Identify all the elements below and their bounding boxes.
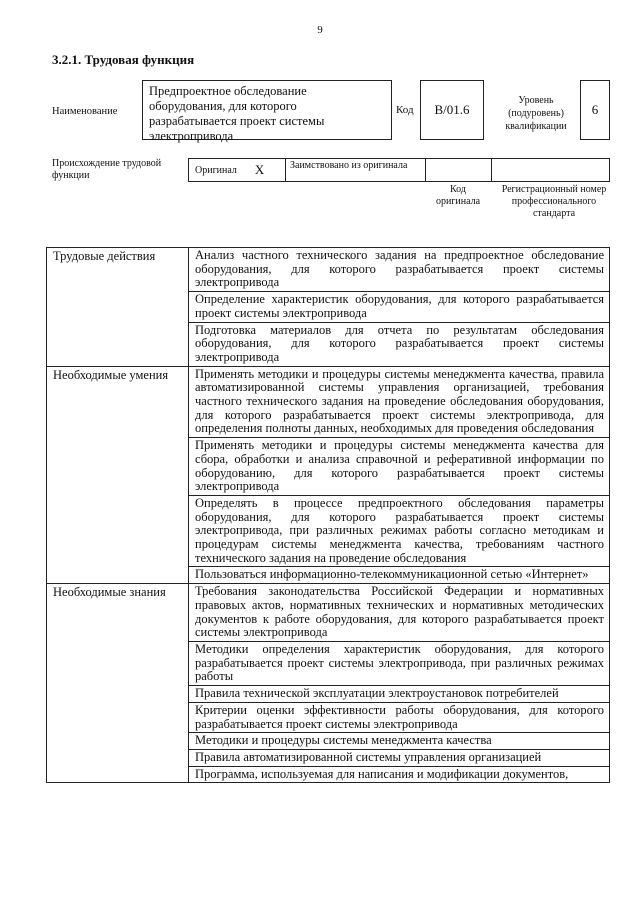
section-title: Трудовые действия [47,248,189,367]
section-item: Методики определения характеристик оборудования, для которого разрабатывается проект системы электропривода, при различных режимах работы [189,641,610,685]
section-item: Определять в процессе предпроектного обследования параметры оборудования, для которого разрабатывается проект системы электропривода, при различных режимах работы согласно методикам и процедурам системы менеджмента качества, требованиям частного технического задания на проведение обследования [189,495,610,567]
section-item: Применять методики и процедуры системы менеджмента качества, правила автоматизированной системы управления организацией, требования частного технического задания на проведение обследования оборудования, для которого разрабатывается проект системы электропривода, для определения полноты данных, необходимых для проведения обследования [189,366,610,438]
reg-number-label: Регистрационный номер профессионального стандарта [501,184,607,219]
code-label: Код [396,104,414,116]
table-row [47,366,610,438]
table-row [47,248,610,292]
section-item: Анализ частного технического задания на предпроектное обследование оборудования, для которого разрабатывается проект системы электропривода [189,248,610,292]
level-label: Уровень (подуровень) квалификации [505,95,567,132]
origin-label: Происхождение трудовой функции [52,158,162,181]
section-item: Требования законодательства Российской Федерации и нормативных правовых актов, нормативных технических и нормативных методических документов к работе оборудования, для которого разрабатывается проект системы электропривода [189,584,610,642]
section-title: Необходимые знания [47,584,189,783]
section-item: Пользоваться информационно-телекоммуникационной сетью «Интернет» [189,567,610,584]
section-title: Необходимые умения [47,366,189,584]
section-item: Применять методики и процедуры системы менеджмента качества для сбора, обработки и анализа справочной и реферативной информации по оборудованию, для которого разрабатывается проект системы электропривода [189,438,610,496]
code-box: В/01.6 [420,80,484,140]
code-original-cell [426,158,492,182]
section-item: Программа, используемая для написания и модификации документов, [189,766,610,783]
function-name-box: Предпроектное обследование оборудования, для которого разрабатывается проект системы электропривода [142,80,392,140]
borrowed-label: Заимствовано из оригинала [286,158,426,182]
section-item: Критерии оценки эффективности работы оборудования, для которого разрабатывается проект системы электропривода [189,702,610,732]
original-label: Оригинал [195,164,237,176]
section-item: Определение характеристик оборудования, для которого разрабатывается проект системы электропривода [189,292,610,322]
origin-row [188,158,610,182]
section-item: Правила автоматизированной системы управления организацией [189,749,610,766]
code-original-label: Код оригинала [435,184,481,207]
page-number: 9 [317,24,323,36]
section-item: Правила технической эксплуатации электроустановок потребителей [189,686,610,703]
level-box: 6 [580,80,610,140]
section-item: Методики и процедуры системы менеджмента качества [189,733,610,750]
function-table [46,247,610,783]
original-cell [188,158,286,182]
original-mark: Х [254,162,265,177]
section-item: Подготовка материалов для отчета по результатам обследования оборудования, для которого разрабатывается проект системы электропривода [189,322,610,366]
section-heading: 3.2.1. Трудовая функция [52,52,195,67]
reg-number-cell [492,158,610,182]
name-label: Наименование [52,106,118,117]
table-row [47,584,610,642]
